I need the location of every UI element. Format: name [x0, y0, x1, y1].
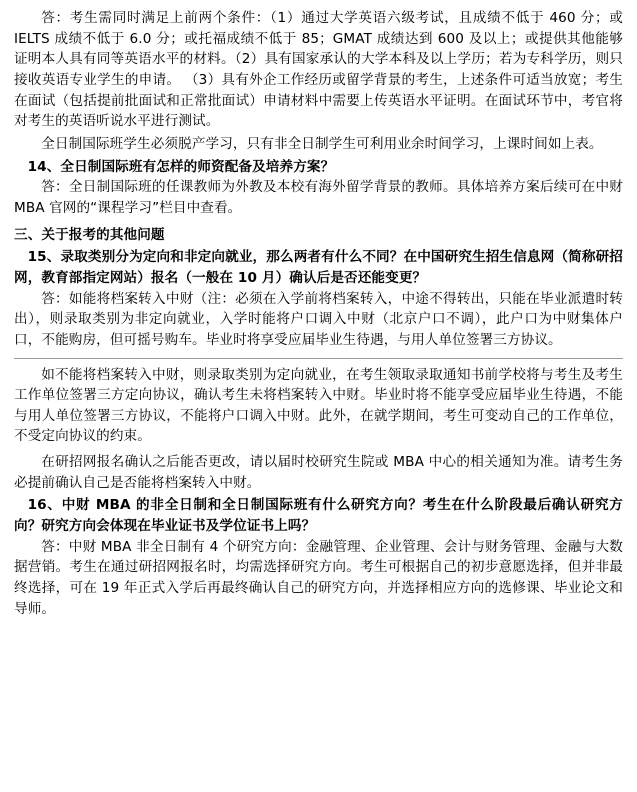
answer-paragraph-14: 答：全日制国际班的任课教师为外教及本校有海外留学背景的教师。具体培养方案后续可在中财 MBA 官网的“课程学习”栏目中查看。	[14, 179, 623, 216]
answer-paragraph-13-2: 全日制国际班学生必须脱产学习，只有非全日制学生可利用业余时间学习，上课时间如上表。	[41, 135, 603, 152]
question-heading-16: 16、中财 MBA 的非全日制和全日制国际班有什么研究方向？考生在什么阶段最后确认研究方向？研究方向会体现在毕业证书及学位证书上吗？	[14, 497, 623, 535]
answer-paragraph-15-3: 在研招网报名确认之后能否更改，请以届时校研究生院或 MBA 中心的相关通知为准。请考生务必提前确认自己是否能将档案转入中财。	[14, 454, 623, 491]
answer-paragraph-15-2: 如不能将档案转入中财，则录取类别为定向就业，在考生领取录取通知书前学校将与考生及考生工作单位签署三方定向协议，确认考生未将档案转入中财。毕业时将不能享受应届毕业生待遇，不能与用人单位签署三方协议，不能将户口调入中财。此外，在就学期间，考生可变动自己的工作单位，不受定向协议的约束。	[14, 366, 623, 445]
answer-paragraph-15-1: 答：如能将档案转入中财（注：必须在入学前将档案转入，中途不得转出，只能在毕业派遣时转出），则录取类别为非定向就业，入学时能将户口调入中财（北京户口不调），此户口为中财集体户口，不能购房，但可摇号购车。毕业时将享受应届毕业生待遇，与用人单位签署三方协议。	[14, 290, 623, 348]
section-heading-3: 三、关于报考的其他问题	[14, 226, 165, 243]
answer-paragraph-16: 答：中财 MBA 非全日制有 4 个研究方向：金融管理、企业管理、会计与财务管理、金融与大数据营销。考生在通过研招网报名时，均需选择研究方向。考生可根据自己的初步意愿选择，但并非最终选择，可在 19 年正式入学后再最终确认自己的研究方向，并选择相应方向的选修课、毕业论文和导师。	[14, 538, 623, 617]
question-heading-15: 15、录取类别分为定向和非定向就业，那么两者有什么不同？在中国研究生招生信息网（简称研招网，教育部指定网站）报名（一般在 10 月）确认后是否还能变更？	[14, 249, 623, 286]
question-heading-14: 14、全日制国际班有怎样的师资配备及培养方案？	[27, 158, 335, 175]
horizontal-divider	[14, 358, 623, 359]
answer-paragraph-13-1: 答：考生需同时满足上前两个条件：（1）通过大学英语六级考试，且成绩不低于 460 分；或 IELTS 成绩不低于 6.0 分；或托福成绩不低于 85；GMAT 成绩达到 600 及以上；或提供其他能够证明本人具有同等英语水平的材料。（2）具有国家承认的大学本科及以上学历；若为专科学历，则只接收英语专业学生的申请。 （3）具有外企工作经历或留学背景的考生，上述条件可适当放宽；考生在面试（包括提前批面试和正常批面试）申请材料中需要上传英语水平证明。在面试环节中，考官将对考生的英语听说水平进行测试。	[14, 10, 623, 130]
